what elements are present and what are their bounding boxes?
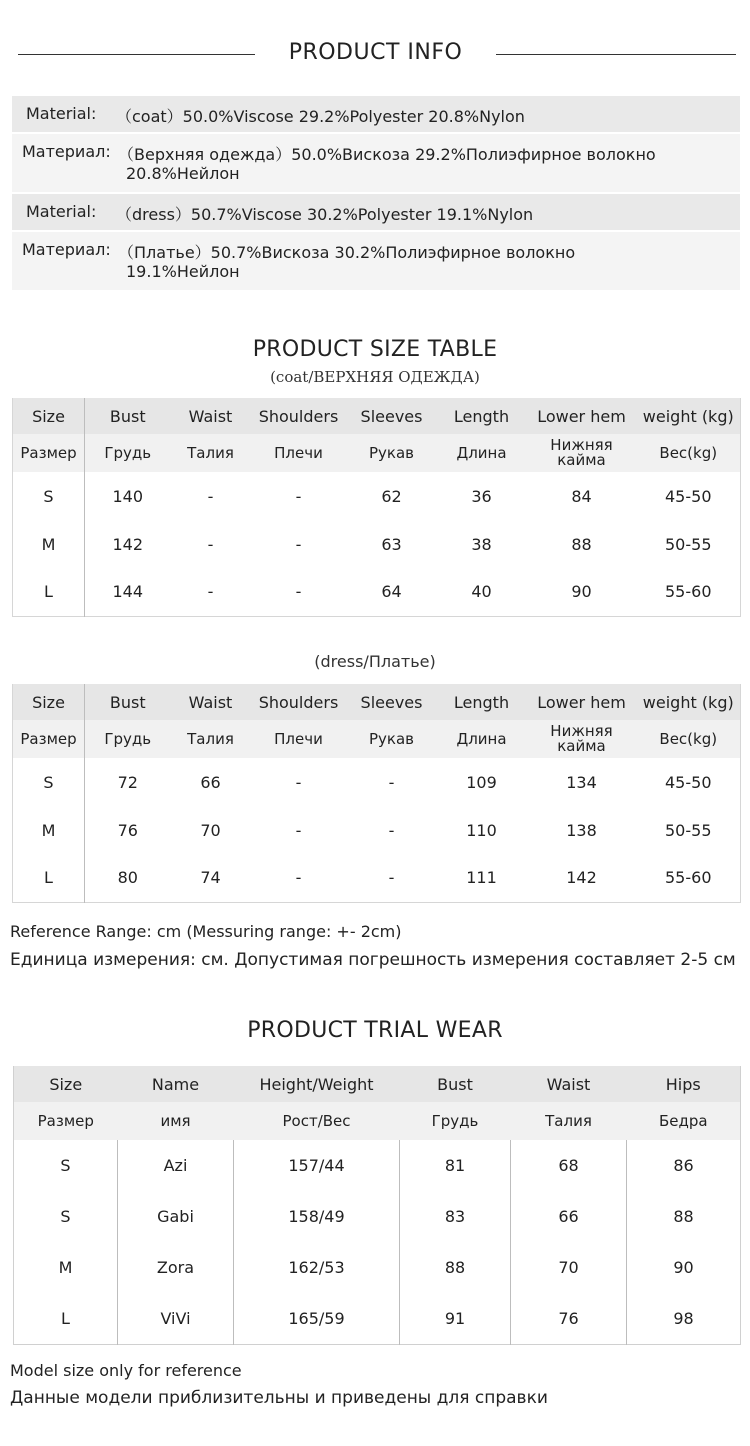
size-cell: M [41,820,56,840]
size-cell: S [60,1156,71,1175]
measurement-unit-note: Единица измерения: см. Допустимая погрешность измерения составляет 2-5 см [10,950,736,970]
size-cell: S [43,772,54,792]
table-cell: 76 [85,806,171,854]
material-row-coat-en [12,96,740,132]
table-cell: Azi [118,1140,234,1191]
header-cell: Name [118,1066,234,1102]
table-cell: 111 [466,868,497,888]
table-cell: 62 [381,486,402,506]
table-header-row-en [13,398,741,434]
table-cell: 134 [566,772,597,792]
table-cell: - [388,772,395,792]
header-cell: weight (kg) [637,684,741,720]
table-cell: 98 [627,1293,741,1344]
dress-subtitle: (dress/Платье) [314,652,436,671]
header-cell: Height/Weight [234,1066,400,1102]
table-row [13,472,741,520]
header-cell: Рост/Вес [234,1102,400,1140]
header-cell: Размер [13,720,85,758]
product-info-header [0,40,750,70]
table-row [14,1242,741,1293]
table-cell: 68 [511,1140,627,1191]
header-cell: Талия [511,1102,627,1140]
header-cell: Bust [85,398,171,434]
table-cell: 88 [571,534,592,554]
table-cell: 63 [381,534,402,554]
table-cell: 90 [571,582,592,602]
header-cell: Размер [14,1102,118,1140]
table-cell: 162/53 [234,1242,400,1293]
table-header-row-en [14,1066,741,1102]
table-cell: - [207,486,214,506]
table-cell: 50-55 [665,820,712,840]
header-cell: Талия [171,720,251,758]
header-cell: Нижняя кайма [527,720,637,758]
header-cell: имя [118,1102,234,1140]
model-size-note: Model size only for reference [10,1361,242,1380]
material-value: （Платье）50.7%Вискоза 30.2%Полиэфирное волокно [118,243,576,262]
size-cell: L [61,1308,70,1328]
material-row-dress-en [12,194,740,230]
header-cell: Size [14,1066,118,1102]
table-row [13,806,741,854]
table-cell: 142 [85,520,171,568]
coat-subtitle: (coat/ВЕРХНЯЯ ОДЕЖДА) [270,368,480,386]
material-label: Material: [26,104,97,123]
material-label: Материал: [22,142,111,161]
material-value: （dress）50.7%Viscose 30.2%Polyester 19.1%Nylon [116,205,534,224]
table-cell: 140 [85,472,171,520]
table-header-row-en [13,684,741,720]
material-label: Material: [26,202,97,221]
table-cell: 158/49 [234,1191,400,1242]
table-cell: - [295,868,302,888]
header-cell: Sleeves [347,684,437,720]
table-cell: 84 [571,486,592,506]
table-cell: - [207,534,214,554]
table-row [14,1293,741,1344]
header-divider-left [18,54,255,55]
header-cell: Грудь [85,434,171,472]
header-cell: Sleeves [347,398,437,434]
table-row [13,520,741,568]
header-cell: Length [437,398,527,434]
table-cell: 36 [471,486,492,506]
table-row [13,854,741,902]
header-cell: Hips [627,1066,741,1102]
header-cell: Грудь [85,720,171,758]
header-cell: Waist [511,1066,627,1102]
table-cell: 66 [200,772,221,792]
material-value-continued: 20.8%Нейлон [126,164,240,183]
table-cell: 38 [471,534,492,554]
size-table-title: PRODUCT SIZE TABLE [252,337,498,362]
table-cell: 157/44 [234,1140,400,1191]
trial-wear-title: PRODUCT TRIAL WEAR [247,1018,503,1043]
header-cell: Рукав [347,720,437,758]
table-cell: - [295,582,302,602]
table-cell: 88 [627,1191,741,1242]
table-cell: 55-60 [665,582,712,602]
table-cell: 86 [627,1140,741,1191]
table-cell: Gabi [118,1191,234,1242]
table-cell: - [388,820,395,840]
table-cell: 88 [400,1242,511,1293]
size-cell: M [41,534,56,554]
header-cell: Bust [85,684,171,720]
table-cell: 55-60 [665,868,712,888]
table-cell: 66 [511,1191,627,1242]
table-cell: 165/59 [234,1293,400,1344]
header-cell: Bust [400,1066,511,1102]
table-header-row-ru [13,720,741,758]
material-row-dress-ru [12,232,740,290]
header-cell: Длина [437,434,527,472]
header-cell: Грудь [400,1102,511,1140]
trial-wear-table [13,1066,741,1345]
table-cell: 138 [566,820,597,840]
table-cell: Zora [118,1242,234,1293]
table-cell: 45-50 [665,772,712,792]
table-cell: - [388,868,395,888]
table-cell: 80 [85,854,171,902]
table-cell: 45-50 [665,486,712,506]
table-cell: 70 [511,1242,627,1293]
header-cell: weight (kg) [637,398,741,434]
material-row-coat-ru [12,134,740,192]
header-cell: Shoulders [251,684,347,720]
header-cell: Длина [437,720,527,758]
table-row [14,1140,741,1191]
table-cell: 81 [400,1140,511,1191]
header-divider-right [496,54,736,55]
header-cell: Waist [171,398,251,434]
product-info-title: PRODUCT INFO [288,40,463,65]
table-cell: 64 [381,582,402,602]
header-cell: Вес(kg) [637,720,741,758]
reference-range-note: Reference Range: cm (Messuring range: +- 2cm) [10,922,402,941]
material-value: （Верхняя одежда）50.0%Вискоза 29.2%Полиэфирное волокно [118,145,656,164]
table-cell: - [295,534,302,554]
coat-size-table [12,398,741,617]
table-cell: - [207,582,214,602]
header-cell: Плечи [251,720,347,758]
table-cell: 40 [471,582,492,602]
header-cell: Size [13,398,85,434]
table-cell: - [295,486,302,506]
size-cell: M [58,1258,73,1277]
dress-size-table [12,684,741,903]
header-cell: Waist [171,684,251,720]
table-row [13,568,741,616]
size-cell: L [44,868,53,888]
material-label: Материал: [22,240,111,259]
size-cell: S [43,486,54,506]
header-cell: Рукав [347,434,437,472]
table-cell: 110 [466,820,497,840]
table-cell: 50-55 [665,534,712,554]
material-value: （coat）50.0%Viscose 29.2%Polyester 20.8%Nylon [116,107,525,126]
table-cell: 83 [400,1191,511,1242]
header-cell: Плечи [251,434,347,472]
model-data-note-ru: Данные модели приблизительны и приведены для справки [10,1388,548,1408]
header-cell: Length [437,684,527,720]
header-cell: Lower hem [527,398,637,434]
size-cell: S [60,1207,71,1226]
table-cell: ViVi [118,1293,234,1344]
header-cell: Size [13,684,85,720]
header-cell: Lower hem [527,684,637,720]
table-cell: 142 [566,868,597,888]
header-cell: Бедра [627,1102,741,1140]
table-cell: - [295,772,302,792]
table-cell: 144 [85,568,171,616]
table-header-row-ru [14,1102,741,1140]
header-cell: Размер [13,434,85,472]
table-cell: - [295,820,302,840]
table-cell: 90 [627,1242,741,1293]
table-cell: 74 [200,868,221,888]
header-cell: Shoulders [251,398,347,434]
table-row [13,758,741,806]
header-cell: Нижняя кайма [527,434,637,472]
table-cell: 109 [466,772,497,792]
table-cell: 70 [200,820,221,840]
header-cell: Вес(kg) [637,434,741,472]
table-cell: 91 [400,1293,511,1344]
size-cell: L [44,582,53,602]
table-header-row-ru [13,434,741,472]
header-cell: Талия [171,434,251,472]
table-cell: 76 [511,1293,627,1344]
table-cell: 72 [85,758,171,806]
material-value-continued: 19.1%Нейлон [126,262,240,281]
table-row [14,1191,741,1242]
